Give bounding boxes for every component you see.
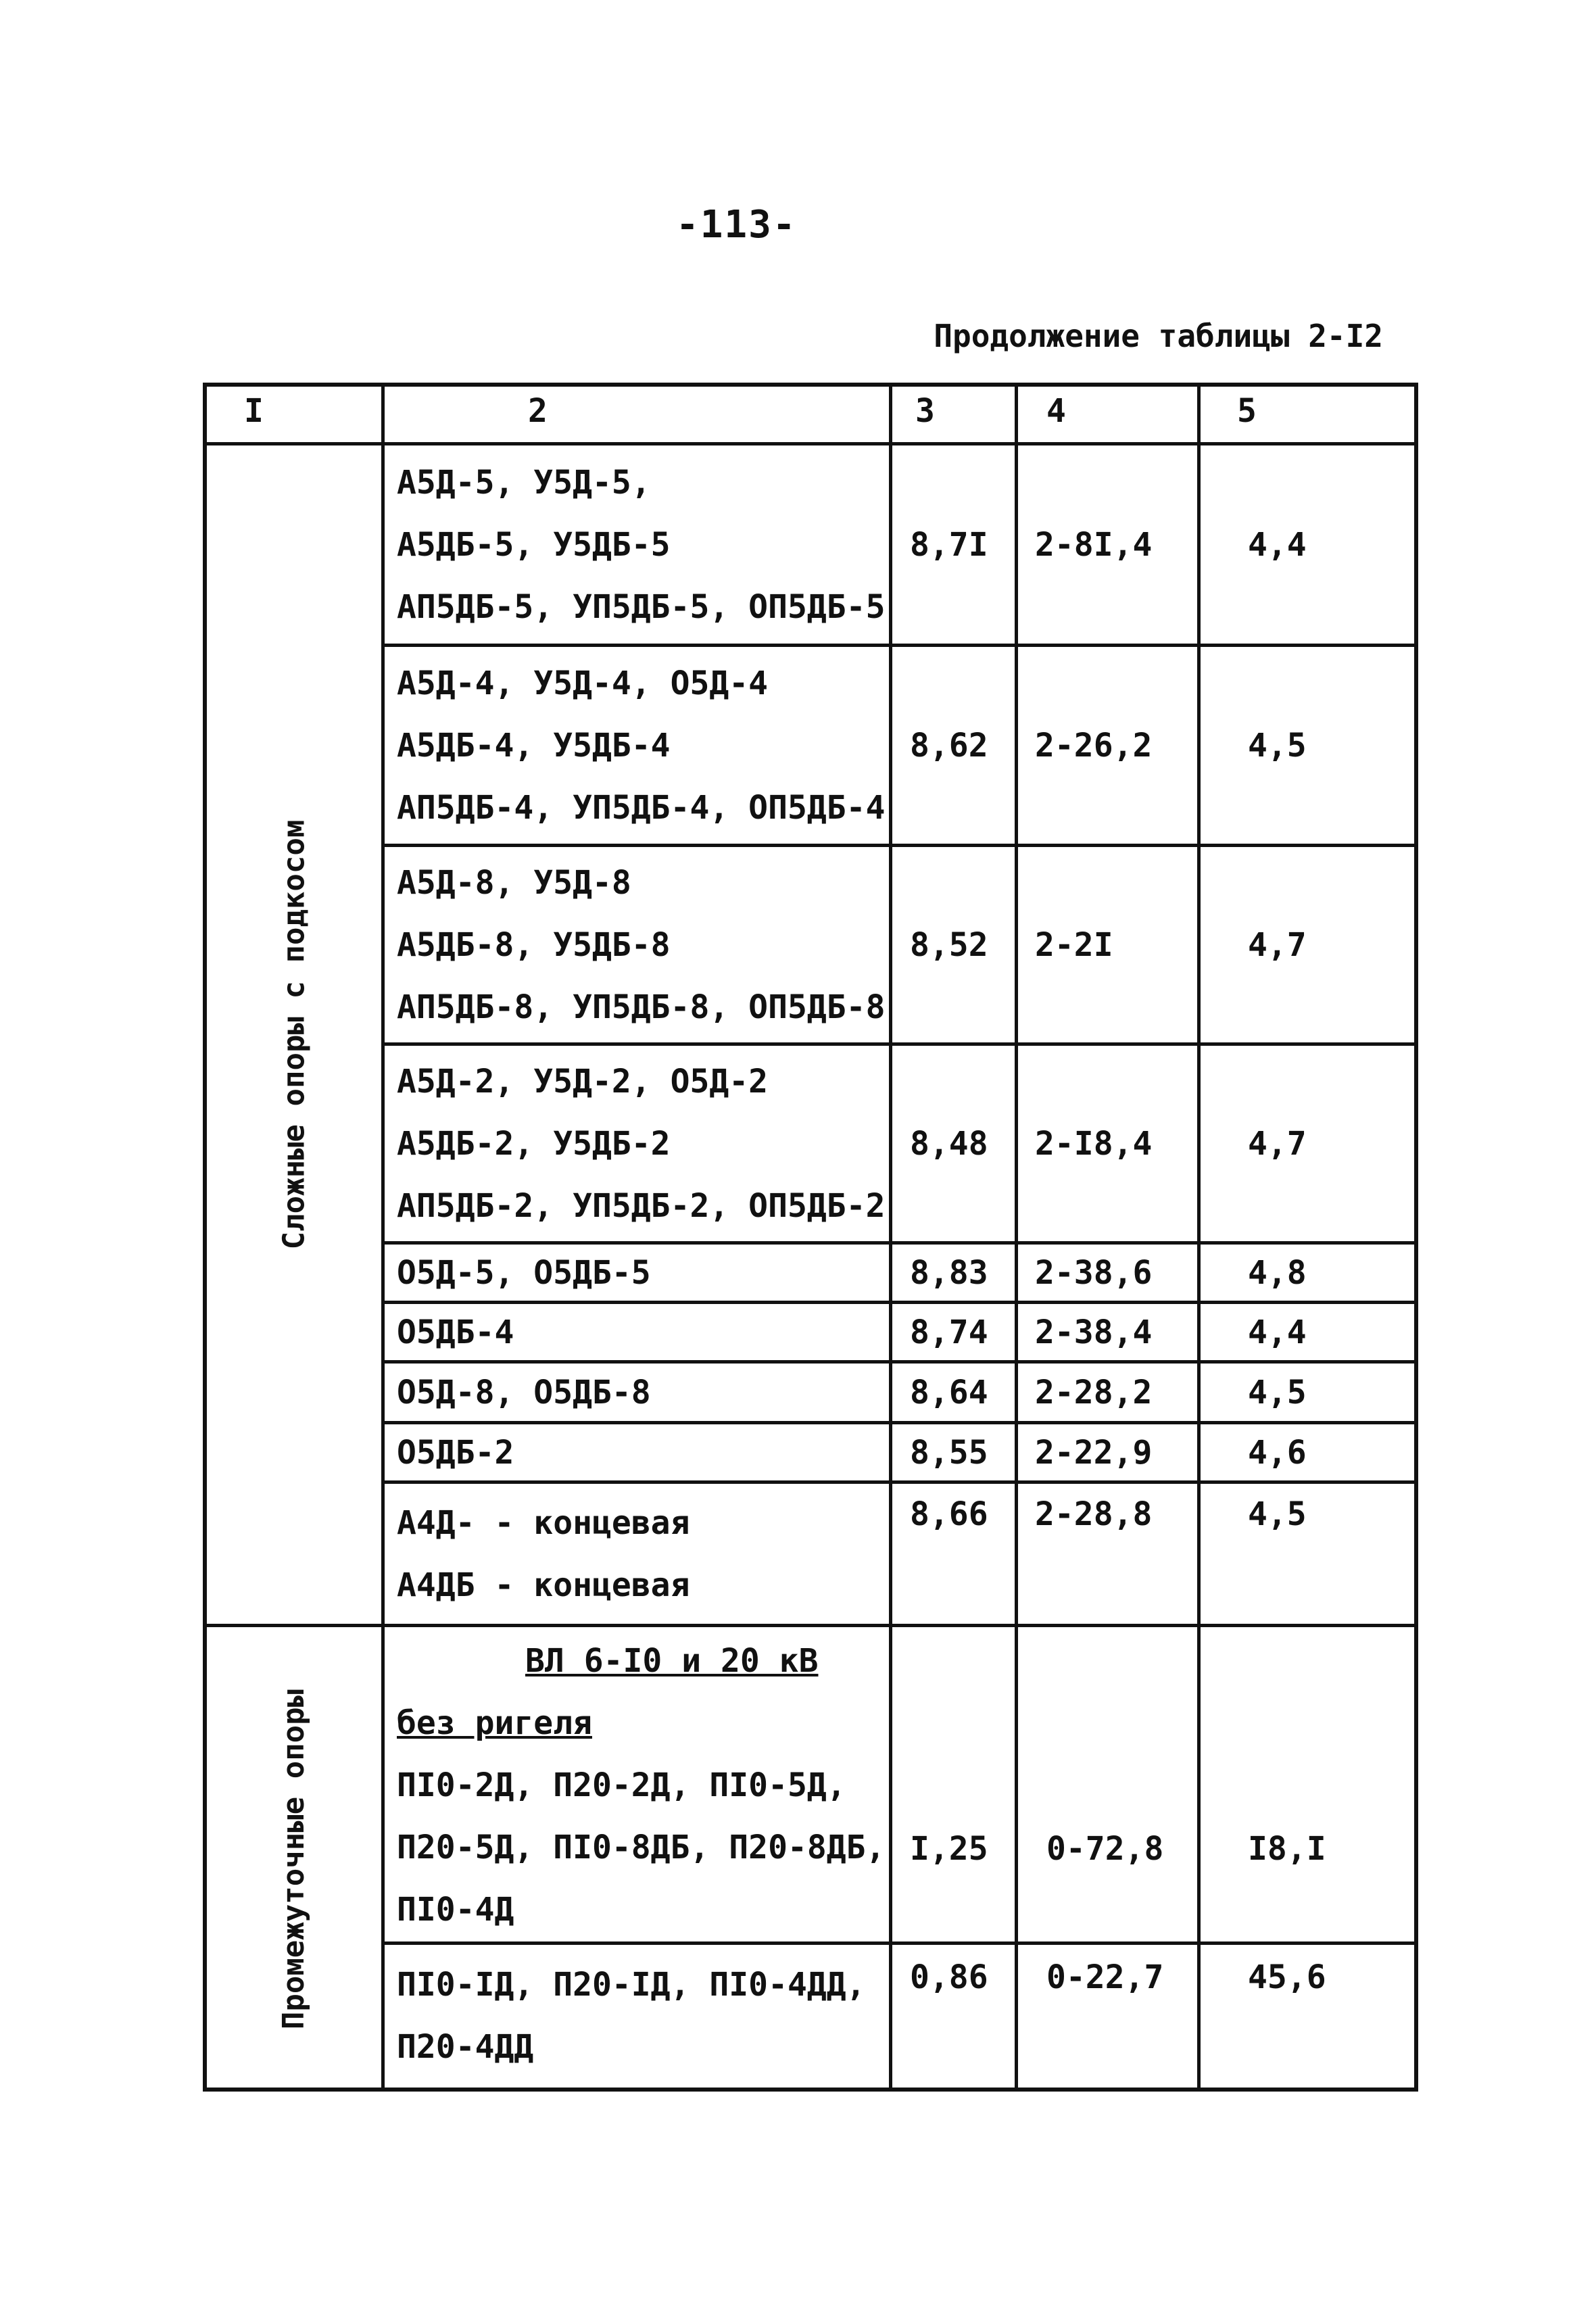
header-col-5: 5 [1237, 392, 1257, 430]
table-row-6-c5: 4,4 [1248, 1313, 1307, 1351]
table-row-2-c4: 2-26,2 [1035, 726, 1153, 765]
table-row-10-c5: I8,I [1248, 1830, 1326, 1868]
table-row-11-c5: 45,6 [1248, 1958, 1326, 1996]
table-row-3-c5: 4,7 [1248, 925, 1307, 964]
table-row-4-c5: 4,7 [1248, 1124, 1307, 1163]
table-row-5-c4: 2-38,6 [1035, 1253, 1153, 1292]
table-row-5-c3: 8,83 [910, 1253, 988, 1292]
table-row-8-c4: 2-22,9 [1035, 1433, 1153, 1472]
table-row-1-c4: 2-8I,4 [1035, 525, 1153, 564]
table-row-9-name: А4Д- - концевая А4ДБ - концевая [397, 1503, 690, 1604]
group-label-complex: Сложные опоры с подкосом [276, 819, 312, 1250]
table-row-7-c5: 4,5 [1248, 1373, 1307, 1412]
group-label-intermediate: Промежуточные опоры [276, 1689, 312, 2030]
table-row-8-name: О5ДБ-2 [397, 1433, 514, 1472]
table-row-2-name: А5Д-4, У5Д-4, О5Д-4 А5ДБ-4, У5ДБ-4 АП5ДБ-4, УП5ДБ-4, ОП5ДБ-4 [397, 664, 886, 827]
table-row-10-name: ВЛ 6-I0 и 20 кВ без ригеля ПI0-2Д, П20-2Д, ПI0-5Д, П20-5Д, ПI0-8ДБ, П20-8ДБ, ПI0-4Д [386, 1627, 1082, 1941]
table-row-2-c3: 8,62 [910, 726, 988, 765]
table-row-8-c5: 4,6 [1248, 1433, 1307, 1472]
table-row-2-c5: 4,5 [1248, 726, 1307, 765]
header-col-2: 2 [528, 392, 548, 430]
table-row-11-c3: 0,86 [910, 1958, 988, 1996]
section-heading: ВЛ 6-I0 и 20 кВ [525, 1642, 819, 1680]
table-caption: Продолжение таблицы 2-I2 [934, 318, 1383, 354]
section-subheading: без ригеля [397, 1704, 592, 1742]
table-row-3-c3: 8,52 [910, 925, 988, 964]
table-row-10-c4: 0-72,8 [1046, 1830, 1164, 1868]
table-row-3-name: А5Д-8, У5Д-8 А5ДБ-8, У5ДБ-8 АП5ДБ-8, УП5ДБ-8, ОП5ДБ-8 [397, 863, 886, 1026]
data-table [203, 383, 1418, 2092]
table-row-6-c3: 8,74 [910, 1313, 988, 1351]
table-row-9-c4: 2-28,8 [1035, 1495, 1153, 1533]
table-row-9-c5: 4,5 [1248, 1495, 1307, 1533]
table-row-6-c4: 2-38,4 [1035, 1313, 1153, 1351]
table-row-5-name: О5Д-5, О5ДБ-5 [397, 1253, 651, 1292]
table-row-11-name: ПI0-IД, П20-IД, ПI0-4ДД, П20-4ДД [397, 1966, 866, 2066]
table-row-5-c5: 4,8 [1248, 1253, 1307, 1292]
table-row-10-c3: I,25 [910, 1830, 988, 1868]
header-col-4: 4 [1046, 392, 1066, 430]
table-row-7-c4: 2-28,2 [1035, 1373, 1153, 1412]
table-row-3-c4: 2-2I [1035, 925, 1113, 964]
table-row-7-c3: 8,64 [910, 1373, 988, 1412]
table-row-4-c3: 8,48 [910, 1124, 988, 1163]
table-row-8-c3: 8,55 [910, 1433, 988, 1472]
table-row-9-c3: 8,66 [910, 1495, 988, 1533]
header-col-3: 3 [915, 392, 935, 430]
table-row-6-name: О5ДБ-4 [397, 1313, 514, 1351]
table-row-1-c5: 4,4 [1248, 525, 1307, 564]
table-row-4-name: А5Д-2, У5Д-2, О5Д-2 А5ДБ-2, У5ДБ-2 АП5ДБ-2, УП5ДБ-2, ОП5ДБ-2 [397, 1062, 886, 1225]
table-row-1-name: А5Д-5, У5Д-5, А5ДБ-5, У5ДБ-5 АП5ДБ-5, УП5ДБ-5, ОП5ДБ-5 [397, 463, 886, 626]
table-row-7-name: О5Д-8, О5ДБ-8 [397, 1373, 651, 1412]
page-number: -113- [676, 203, 797, 247]
header-col-1: I [244, 392, 264, 430]
table-row-1-c3: 8,7I [910, 525, 988, 564]
table-row-4-c4: 2-I8,4 [1035, 1124, 1153, 1163]
table-row-11-c4: 0-22,7 [1046, 1958, 1164, 1996]
